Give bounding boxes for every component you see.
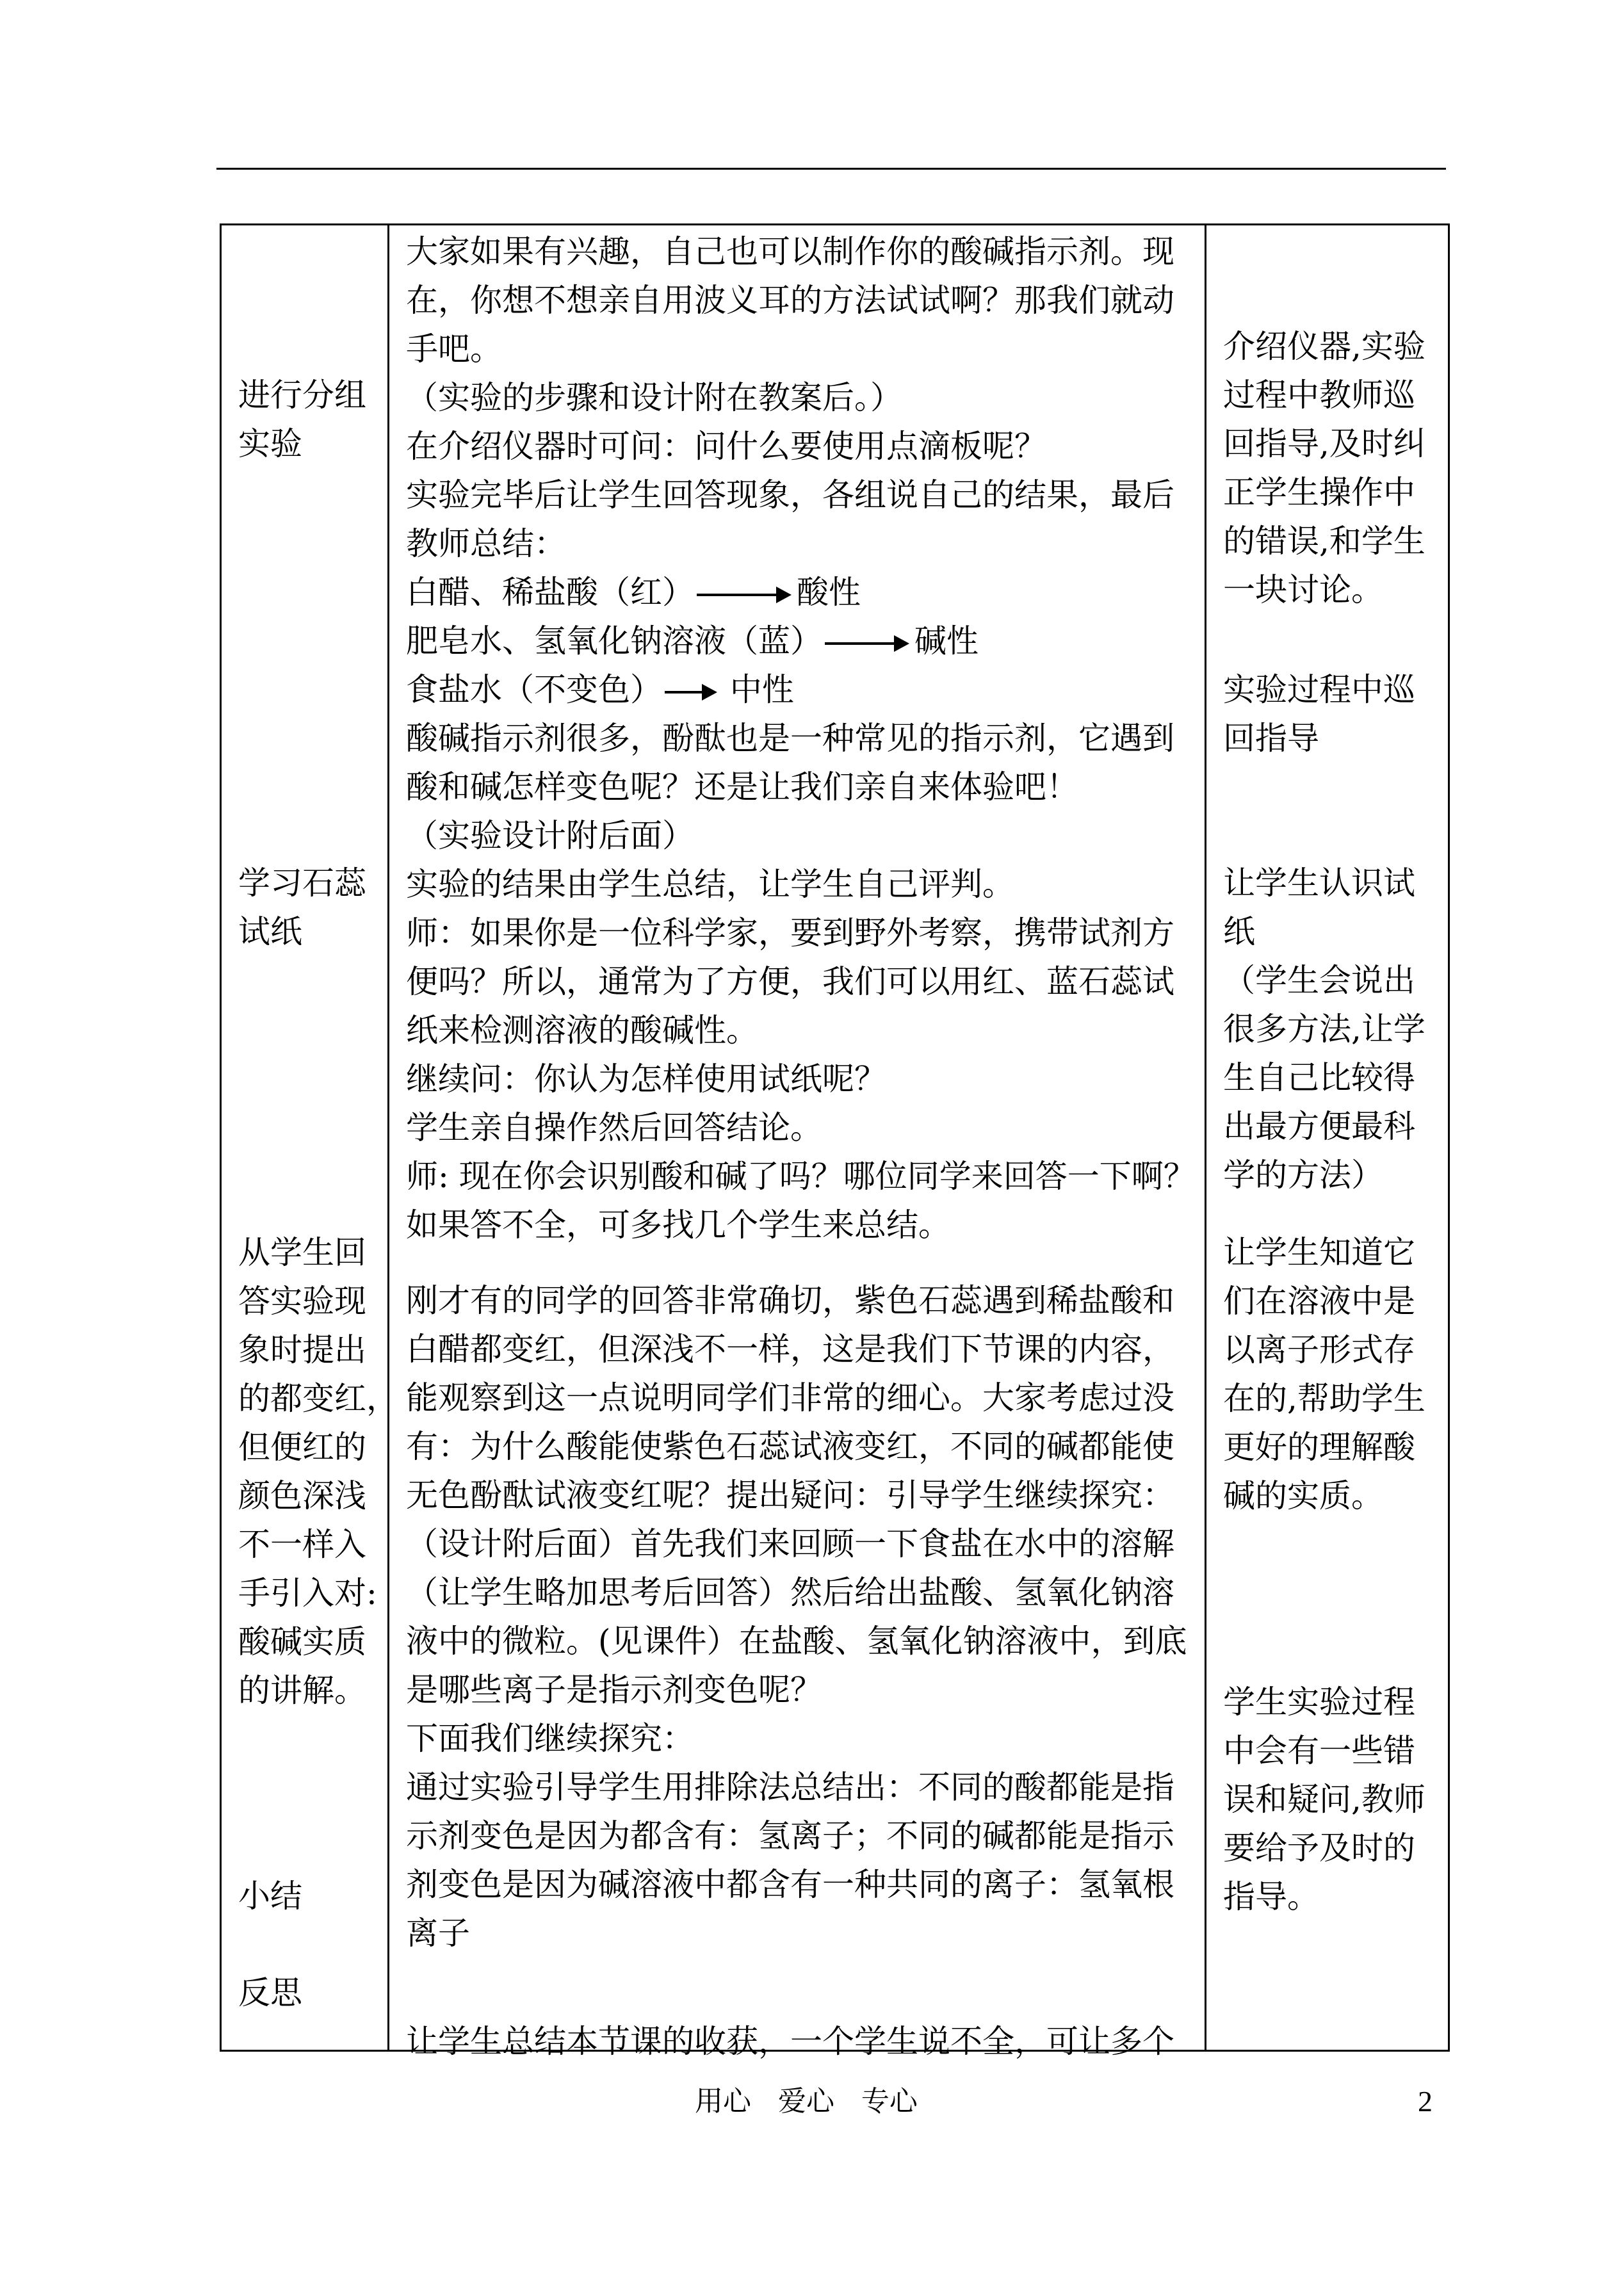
left-label-group-experiment: 进行分组 实验 bbox=[238, 377, 366, 462]
middle-paragraph-2: 酸碱指示剂很多，酚酞也是一种常见的指示剂，它遇到 酸和碱怎样变色呢？还是让我们亲自来体验吧！ （实验设计附后面） 实验的结果由学生总结，让学生自己评判。 师：如果你是一位科学家，要到野外考察，携带试剂方 便吗？所以，通常为了方便，我们可以用红、蓝石蕊试 纸来检测溶液的酸碱性。 继续问：你认为怎样使用试纸呢？ 学生亲自操作然后回答结论。 师: 现在你会识别酸和碱了吗？哪位同学来回答一下啊？ 如果答不全，可多找几个学生来总结。 bbox=[406, 720, 1196, 1244]
column-divider-right bbox=[1205, 225, 1206, 2050]
result-base-line: 肥皂水、氢氧化钠溶液（蓝） 碱性 bbox=[406, 622, 978, 660]
column-divider-left bbox=[387, 225, 389, 2050]
lesson-table bbox=[220, 223, 1450, 2060]
left-label-summary: 小结 bbox=[238, 1877, 302, 1915]
right-note-instruments: 介绍仪器,实验 过程中教师巡 回指导,及时纠 正学生操作中 的错误,和学生 一块讨论。 bbox=[1223, 328, 1425, 608]
middle-paragraph-3: 刚才有的同学的回答非常确切，紫色石蕊遇到稀盐酸和 白醋都变红，但深浅不一样，这是我们下节课的内容， 能观察到这一点说明同学们非常的细心。大家考虑过没 有：为什么酸能使紫色石蕊试液变红，不同的碱都能使 无色酚酞试液变红呢？提出疑问：引导学生继续探究： （设计附后面）首先我们来回顾一下食盐在水中的溶解 （让学生略加思考后回答）然后给出盐酸、氢氧化钠溶 液中的微粒。(见课件）在盐酸、氢氧化钠溶液中，到底 是哪些离子是指示剂变色呢？ 下面我们继续探究： 通过实验引导学生用排除法总结出：不同的酸都能是指 示剂变色是因为都含有：氢离子；不同的碱都能是指示 剂变色是因为碱溶液中都含有一种共同的离子：氢氧根 离子 bbox=[406, 1282, 1187, 1952]
result-acid-line: 白醋、稀盐酸（红） 酸性 bbox=[406, 574, 861, 611]
arrow-right-icon bbox=[665, 691, 703, 693]
arrow-right-icon bbox=[825, 642, 895, 645]
left-label-reflection: 反思 bbox=[238, 1974, 302, 2011]
footer-motto: 用心 爱心 专心 bbox=[695, 2085, 918, 2118]
left-label-essence: 从学生回 答实验现 象时提出 的都变红， 但便红的 颜色深浅 不一样入 手引入对: 酸碱实质 的讲解。 bbox=[238, 1234, 398, 1709]
header-rule bbox=[216, 168, 1446, 170]
arrow-right-icon bbox=[697, 594, 777, 596]
right-note-litmus: 让学生认识试 纸 （学生会说出 很多方法,让学 生自己比较得 出最方便最科 学的方法） bbox=[1223, 864, 1425, 1194]
result-neutral-line: 食盐水（不变色） 中性 bbox=[406, 671, 794, 708]
page-number: 2 bbox=[1418, 2085, 1433, 2118]
left-label-litmus: 学习石蕊 试纸 bbox=[238, 864, 366, 950]
middle-paragraph-1: 大家如果有兴趣，自己也可以制作你的酸碱指示剂。现 在，你想不想亲自用波义耳的方法试试啊？那我们就动 手吧。 （实验的步骤和设计附在教案后。） 在介绍仪器时可问：问什么要使用点滴板呢？ 实验完毕后让学生回答现象，各组说自己的结果，最后 教师总结： bbox=[406, 233, 1174, 562]
right-note-errors: 学生实验过程 中会有一些错 误和疑问,教师 要给予及时的 指导。 bbox=[1223, 1683, 1425, 1915]
right-note-ions: 让学生知道它 们在溶液中是 以离子形式存 在的,帮助学生 更好的理解酸 碱的实质。 bbox=[1223, 1234, 1425, 1514]
middle-paragraph-4: 让学生总结本节课的收获，一个学生说不全，可让多个 bbox=[406, 2023, 1174, 2060]
right-note-patrol: 实验过程中巡 回指导 bbox=[1223, 671, 1415, 757]
